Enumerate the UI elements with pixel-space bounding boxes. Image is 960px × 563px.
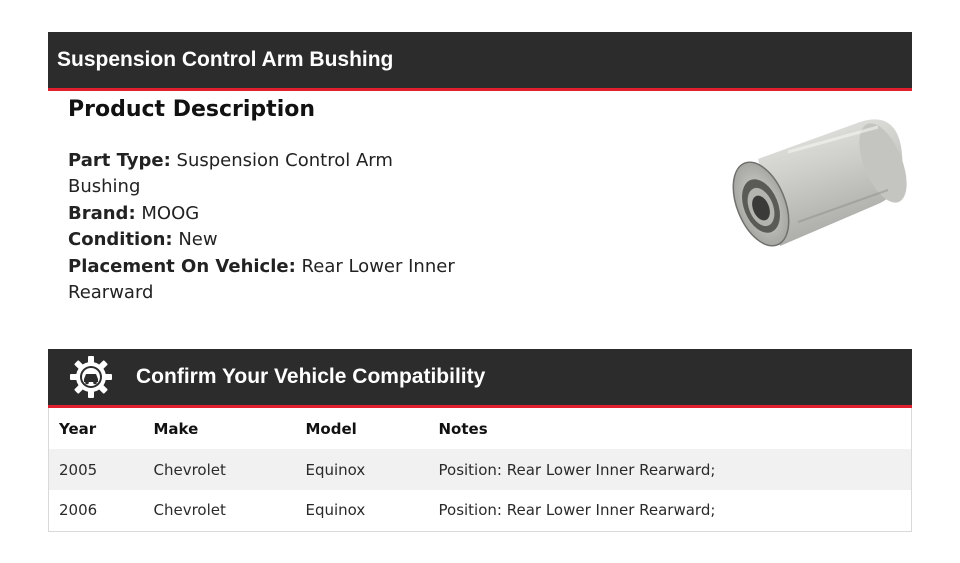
- cell-model: Equinox: [306, 449, 439, 490]
- description-heading: Product Description: [68, 97, 316, 122]
- cell-notes: Position: Rear Lower Inner Rearward;: [439, 449, 912, 490]
- condition-value: New: [178, 229, 218, 251]
- part-type-value: Suspension Control Arm: [176, 150, 393, 171]
- cell-make: Chevrolet: [153, 501, 226, 520]
- cell-make: Chevrolet: [154, 449, 306, 490]
- part-type-line: [68, 148, 488, 174]
- part-type-label: Part Type:: [68, 150, 171, 171]
- col-notes: Notes: [438, 419, 488, 438]
- bushing-product-image: [728, 112, 908, 260]
- col-year: Year: [59, 419, 97, 438]
- cell-notes: Position: Rear Lower Inner Rearward;: [438, 501, 716, 520]
- condition-label: Condition:: [68, 229, 173, 251]
- condition-line: [68, 227, 488, 253]
- placement-value: Rear Lower Inner: [301, 255, 455, 277]
- table-row: [49, 490, 912, 531]
- compatibility-bar: [48, 349, 912, 408]
- placement-label: Placement On Vehicle:: [68, 255, 296, 277]
- product-title-bar: [48, 32, 912, 91]
- compatibility-table: [48, 408, 912, 532]
- placement-line: [68, 254, 488, 280]
- compatibility-title: Confirm Your Vehicle Compatibility: [136, 365, 486, 388]
- cell-model: Equinox: [305, 501, 366, 520]
- product-title: Suspension Control Arm Bushing: [57, 48, 394, 71]
- col-make: Make: [153, 419, 199, 438]
- part-type-cont: Bushing: [68, 176, 141, 198]
- placement-cont: Rearward: [68, 282, 154, 304]
- col-model: Model: [305, 419, 357, 438]
- brand-value: MOOG: [141, 202, 200, 224]
- product-description: [68, 97, 488, 306]
- cell-year: 2005: [49, 449, 154, 490]
- brand-label: Brand:: [68, 202, 136, 224]
- table-row: [49, 449, 912, 490]
- brand-line: [68, 201, 488, 227]
- table-header-row: [49, 408, 912, 449]
- cell-year: 2006: [59, 501, 98, 520]
- gear-car-icon: [69, 355, 113, 399]
